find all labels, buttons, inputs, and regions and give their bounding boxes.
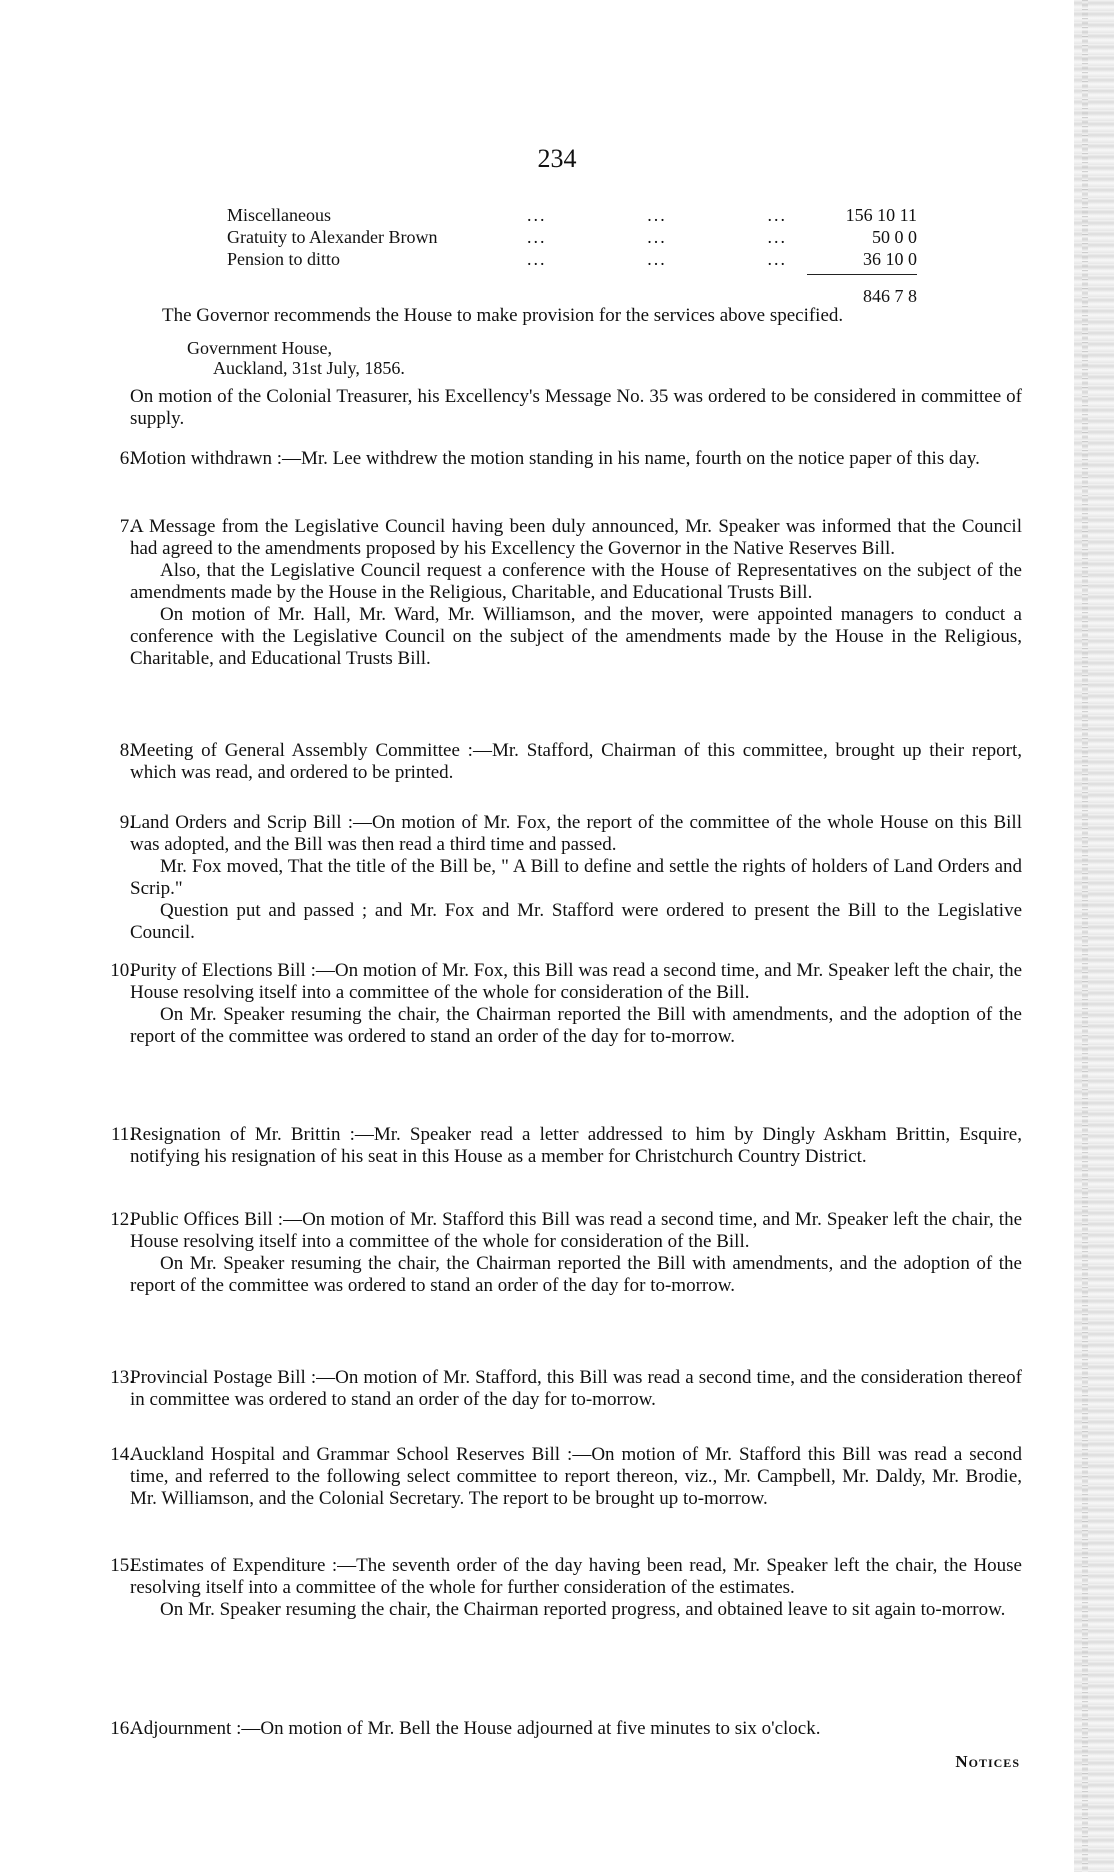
item-paragraph: Public Offices Bill :—On motion of Mr. Stafford this Bill was read a second time, and Mr. Speaker left the chair, the House resolving itself into a committee of the whole for consideration of the Bill. xyxy=(130,1209,1022,1252)
proceeding-item xyxy=(110,740,1022,784)
item-number: 13. xyxy=(110,1367,134,1388)
item-number: 7. xyxy=(119,516,134,537)
catchword: Notices xyxy=(955,1752,1020,1771)
item-number: 9. xyxy=(119,812,134,833)
item-paragraph: Provincial Postage Bill :—On motion of Mr. Stafford, this Bill was read a second time, and the consideration thereof in committee was ordered to stand an order of the day for to-morrow. xyxy=(130,1367,1022,1410)
account-row xyxy=(227,248,927,270)
total-row xyxy=(227,285,927,307)
total-rule xyxy=(807,274,917,275)
account-amount: 156 10 11 xyxy=(845,205,917,225)
proceeding-item xyxy=(110,1124,1022,1168)
item-body xyxy=(130,1555,1022,1621)
accounts-table xyxy=(227,204,927,307)
scan-edge-artifact xyxy=(1074,0,1114,1872)
account-amount: 36 10 0 xyxy=(863,249,917,269)
item-paragraph: On Mr. Speaker resuming the chair, the Chairman reported the Bill with amendments, and the adoption of the report of the committee was ordered to stand an order of the day for to-morrow. xyxy=(130,1004,1022,1047)
item-body xyxy=(130,1209,1022,1297)
item-paragraph: Meeting of General Assembly Committee :—Mr. Stafford, Chairman of this committee, brought up their report, which was read, and ordered to be printed. xyxy=(130,740,1022,783)
proceeding-item xyxy=(110,1444,1022,1510)
leader-dots: ... ... ... xyxy=(527,249,787,269)
proceeding-item xyxy=(110,1209,1022,1297)
item-paragraph: Mr. Fox moved, That the title of the Bill be, " A Bill to define and settle the rights of holders of Land Orders and Scrip." xyxy=(130,856,1022,899)
item-body xyxy=(130,516,1022,670)
item-body xyxy=(130,1367,1022,1411)
item-body xyxy=(130,1444,1022,1510)
item-paragraph: Adjournment :—On motion of Mr. Bell the House adjourned at five minutes to six o'clock. xyxy=(130,1718,821,1739)
item-paragraph: Resignation of Mr. Brittin :—Mr. Speaker read a letter addressed to him by Dingly Askham Brittin, Esquire, notifying his resignation of his seat in this House as a member for Christchurch Country District. xyxy=(130,1124,1022,1167)
item-paragraph: On motion of Mr. Hall, Mr. Ward, Mr. Williamson, and the mover, were appointed managers to conduct a conference with the Legislative Council on the subject of the amendments made by the House in the Religious, Charitable, and Educational Trusts Bill. xyxy=(130,604,1022,669)
item-number: 15. xyxy=(110,1555,134,1576)
account-amount: 50 0 0 xyxy=(872,227,917,247)
item-paragraph: On Mr. Speaker resuming the chair, the Chairman reported the Bill with amendments, and the adoption of the report of the committee was ordered to stand an order of the day for to-morrow. xyxy=(130,1253,1022,1296)
item-number: 8. xyxy=(119,740,134,761)
item-paragraph: Estimates of Expenditure :—The seventh order of the day having been read, Mr. Speaker left the chair, the House resolving itself into a committee of the whole for further consideration of the estimates. xyxy=(130,1555,1022,1598)
motion-paragraph: On motion of the Colonial Treasurer, his Excellency's Message No. 35 was ordered to be considered in committee of supply. xyxy=(130,386,1022,429)
proceeding-item xyxy=(110,812,1022,944)
item-body xyxy=(130,740,1022,784)
account-label: Gratuity to Alexander Brown xyxy=(227,227,438,247)
proceeding-item xyxy=(110,516,1022,670)
proceeding-item xyxy=(110,1367,1022,1411)
account-row xyxy=(227,204,927,226)
proceeding-item xyxy=(110,1555,1022,1621)
item-paragraph: Land Orders and Scrip Bill :—On motion of Mr. Fox, the report of the committee of the whole House on this Bill was adopted, and the Bill was then read a third time and passed. xyxy=(130,812,1022,855)
item-paragraph: Purity of Elections Bill :—On motion of Mr. Fox, this Bill was read a second time, and Mr. Speaker left the chair, the House resolving itself into a committee of the whole for consideration of the Bill. xyxy=(130,960,1022,1003)
item-body xyxy=(130,448,1022,470)
total-amount: 846 7 8 xyxy=(863,286,917,306)
item-number: 16. xyxy=(110,1718,134,1739)
item-paragraph: Auckland Hospital and Grammar School Reserves Bill :—On motion of Mr. Stafford this Bill was read a second time, and referred to the following select committee to report thereon, viz., Mr. Campbell, Mr. Daldy, Mr. Brodie, Mr. Williamson, and the Colonial Secretary. The report to be brought up to-morrow. xyxy=(130,1444,1022,1509)
leader-dots: ... ... ... xyxy=(527,227,787,247)
item-number: 10. xyxy=(110,960,134,981)
item-paragraph: Question put and passed ; and Mr. Fox and Mr. Stafford were ordered to present the Bill to the Legislative Council. xyxy=(130,900,1022,943)
item-number: 6. xyxy=(119,448,134,469)
account-label: Pension to ditto xyxy=(227,249,341,269)
item-paragraph: A Message from the Legislative Council having been duly announced, Mr. Speaker was informed that the Council had agreed to the amendments proposed by his Excellency the Governor in the Native Reserves Bill. xyxy=(130,516,1022,559)
proceeding-item xyxy=(110,448,1022,470)
item-paragraph: Motion withdrawn :—Mr. Lee withdrew the motion standing in his name, fourth on the notice paper of this day. xyxy=(130,448,980,469)
proceeding-item xyxy=(110,960,1022,1048)
auckland-date: Auckland, 31st July, 1856. xyxy=(213,358,405,378)
governor-recommendation: The Governor recommends the House to make provision for the services above specified. xyxy=(162,305,844,326)
item-body xyxy=(130,812,1022,944)
item-body xyxy=(130,960,1022,1048)
page-number: 234 xyxy=(537,144,577,173)
account-label: Miscellaneous xyxy=(227,205,331,225)
item-number: 11. xyxy=(110,1124,134,1145)
leader-dots: ... ... ... xyxy=(527,205,787,225)
item-number: 12. xyxy=(110,1209,134,1230)
government-house: Government House, xyxy=(187,338,332,358)
item-body xyxy=(130,1124,1022,1168)
proceeding-item xyxy=(110,1718,1022,1740)
item-body xyxy=(130,1718,1022,1740)
item-paragraph: On Mr. Speaker resuming the chair, the Chairman reported progress, and obtained leave to sit again to-morrow. xyxy=(160,1599,1006,1620)
account-row xyxy=(227,226,927,248)
item-number: 14. xyxy=(110,1444,134,1465)
item-paragraph: Also, that the Legislative Council request a conference with the House of Representatives on the subject of the amendments made by the House in the Religious, Charitable, and Educational Trusts Bill. xyxy=(130,560,1022,603)
